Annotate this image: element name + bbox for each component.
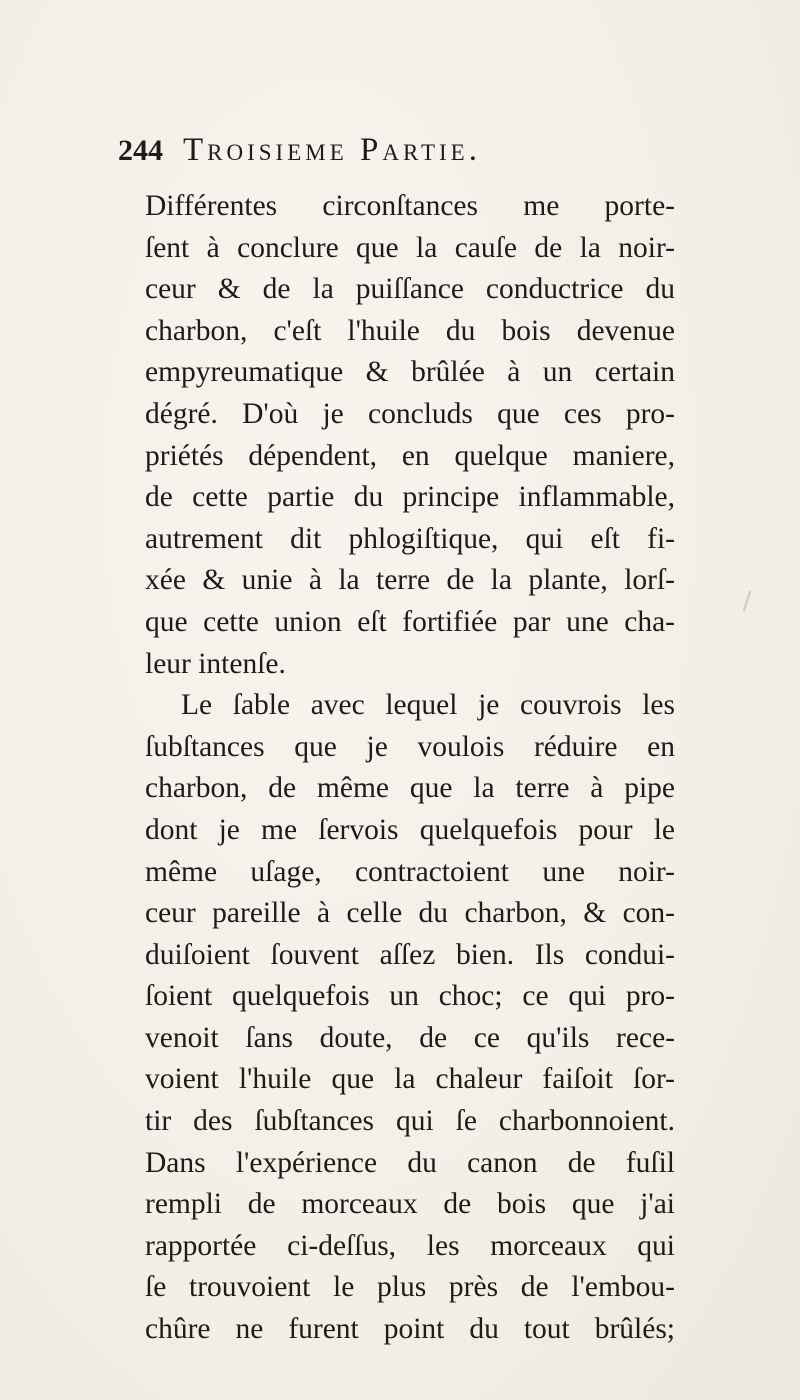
- text-line: ceur & de la puiſſance conductrice du: [145, 273, 675, 306]
- text-line: chûre ne furent point du tout brûlés;: [145, 1313, 675, 1346]
- paragraph-2: [145, 685, 675, 1351]
- text-line: rempli de morceaux de bois que j'ai: [145, 1188, 675, 1221]
- text-line: voient l'huile que la chaleur faiſoit ſor-: [145, 1063, 675, 1096]
- text-line: que cette union eſt fortifiée par une cha-: [145, 605, 675, 638]
- page-number: 244: [118, 134, 163, 167]
- paragraph-1: [145, 186, 675, 685]
- text-line: Le ſable avec lequel je couvrois les: [181, 689, 675, 722]
- text-line: autrement dit phlogiſtique, qui eſt fi-: [145, 522, 675, 555]
- text-line: de cette partie du principe inflammable,: [145, 481, 675, 514]
- page-header: [118, 132, 678, 176]
- text-line: ſe trouvoient le plus près de l'embou-: [145, 1271, 675, 1304]
- text-line: empyreumatique & brûlée à un certain: [145, 356, 675, 389]
- text-line: tir des ſubſtances qui ſe charbonnoient.: [145, 1105, 675, 1138]
- text-line: charbon, c'eſt l'huile du bois devenue: [145, 314, 675, 347]
- text-line: duiſoient ſouvent aſſez bien. Ils condui-: [145, 938, 675, 971]
- text-line: leur intenſe.: [145, 647, 286, 680]
- text-line: ſubſtances que je voulois réduire en: [145, 730, 675, 763]
- text-line: venoit ſans doute, de ce qu'ils rece-: [145, 1021, 675, 1054]
- text-line: xée & unie à la terre de la plante, lorſ-: [145, 564, 675, 597]
- text-line: même uſage, contractoient une noir-: [145, 855, 675, 888]
- text-line: ceur pareille à celle du charbon, & con-: [145, 897, 675, 930]
- text-line: dégré. D'où je concluds que ces pro-: [145, 397, 675, 430]
- text-line: ſoient quelquefois un choc; ce qui pro-: [145, 980, 675, 1013]
- text-line: Différentes circonſtances me porte-: [145, 190, 675, 222]
- text-line: rapportée ci-deſſus, les morceaux qui: [145, 1229, 675, 1262]
- body-text: [145, 186, 675, 1351]
- text-line: ſent à conclure que la cauſe de la noir-: [145, 231, 675, 264]
- running-head: Troisieme Partie.: [183, 132, 481, 168]
- text-line: charbon, de même que la terre à pipe: [145, 772, 675, 805]
- text-line: Dans l'expérience du canon de fuſil: [145, 1146, 675, 1179]
- text-line: dont je me ſervois quelquefois pour le: [145, 813, 675, 846]
- paper-mark: [743, 590, 752, 612]
- text-line: priétés dépendent, en quelque maniere,: [145, 439, 675, 472]
